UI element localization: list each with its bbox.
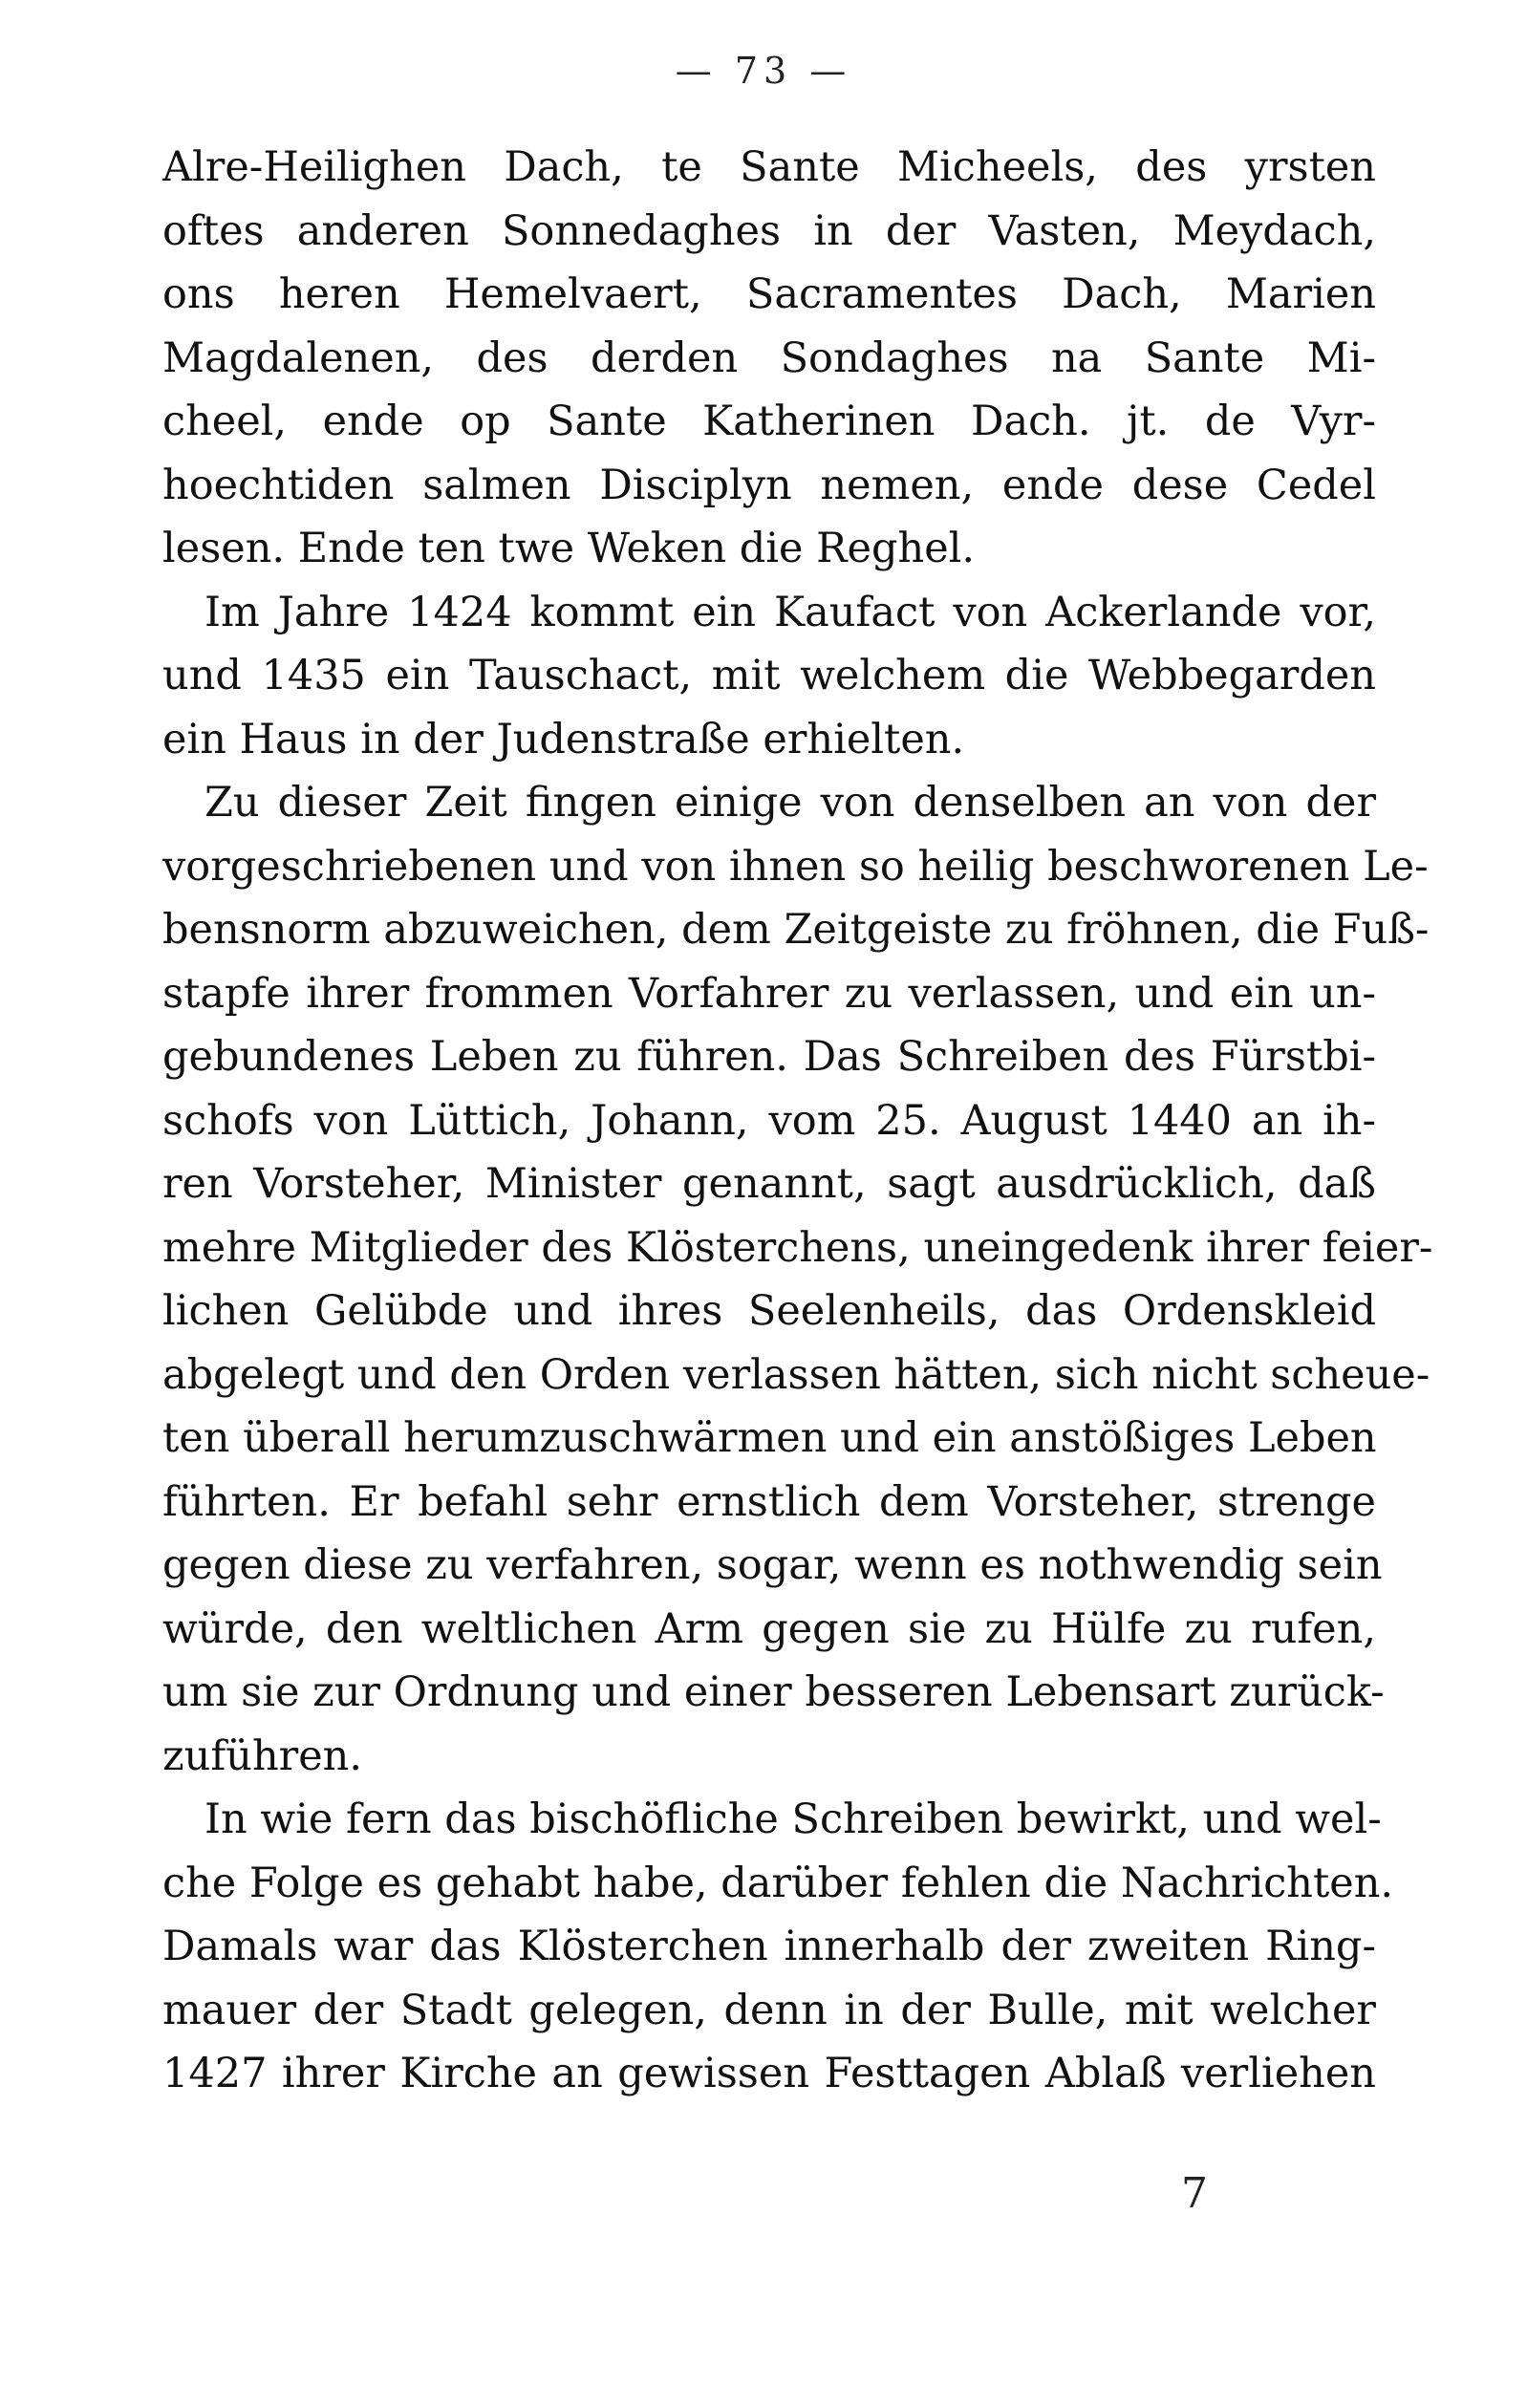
text-line: ten überall herumzuschwärmen und ein anstößiges Leben bbox=[162, 1414, 1377, 1462]
text-line: oftes anderen Sonnedaghes in der Vasten, Meydach, bbox=[162, 206, 1376, 255]
text-line: würde, den weltlichen Arm gegen sie zu Hülfe zu rufen, bbox=[162, 1604, 1376, 1653]
text-line: ren Vorsteher, Minister genannt, sagt ausdrücklich, daß bbox=[162, 1160, 1376, 1208]
text-line: ein Haus in der Judenstraße erhielten. bbox=[162, 715, 965, 763]
text-line: um sie zur Ordnung und einer besseren Lebensart zurück- bbox=[162, 1668, 1385, 1716]
text-line: Im Jahre 1424 kommt ein Kaufact von Ackerlande vor, bbox=[204, 588, 1376, 636]
text-line: Zu dieser Zeit fingen einige von denselben an von der bbox=[204, 779, 1376, 827]
text-line: Alre-Heilighen Dach, te Sante Micheels, des yrsten bbox=[162, 143, 1376, 191]
text-line: hoechtiden salmen Disciplyn nemen, ende dese Cedel bbox=[162, 461, 1376, 509]
text-line: ons heren Hemelvaert, Sacramentes Dach, Marien bbox=[162, 270, 1376, 318]
text-line: und 1435 ein Tauschact, mit welchem die Webbegarden bbox=[162, 652, 1376, 699]
text-line: führten. Er befahl sehr ernstlich dem Vorsteher, strenge bbox=[162, 1477, 1376, 1526]
text-line: gegen diese zu verfahren, sogar, wenn es nothwendig sein bbox=[162, 1541, 1383, 1589]
text-line: schofs von Lüttich, Johann, vom 25. August 1440 an ih- bbox=[162, 1096, 1376, 1145]
text-line: In wie fern das bischöfliche Schreiben bewirkt, und wel- bbox=[204, 1795, 1382, 1843]
text-line: che Folge es gehabt habe, darüber fehlen die Nachrichten. bbox=[162, 1859, 1394, 1907]
text-line: cheel, ende op Sante Katherinen Dach. jt. de Vyr- bbox=[162, 398, 1376, 445]
page-number: — 73 — bbox=[675, 50, 852, 92]
text-line: bensnorm abzuweichen, dem Zeitgeiste zu fröhnen, die Fuß- bbox=[162, 906, 1430, 954]
text-line: Damals war das Klösterchen innerhalb der zweiten Ring- bbox=[162, 1923, 1376, 1970]
text-line: vorgeschriebenen und von ihnen so heilig beschworenen Le- bbox=[162, 842, 1429, 891]
text-line: Magdalenen, des derden Sondaghes na Sante Mi- bbox=[162, 333, 1376, 382]
text-line: abgelegt und den Orden verlassen hätten, sich nicht scheue- bbox=[162, 1350, 1430, 1399]
text-line: 1427 ihrer Kirche an gewissen Festtagen Ablaß verliehen bbox=[162, 2050, 1376, 2097]
signature-mark: 7 bbox=[1181, 2169, 1208, 2218]
text-line: mehre Mitglieder des Klösterchens, uneingedenk ihrer feier- bbox=[162, 1223, 1433, 1272]
text-line: lesen. Ende ten twe Weken die Reghel. bbox=[162, 525, 976, 572]
text-line: lichen Gelübde und ihres Seelenheils, das Ordenskleid bbox=[162, 1287, 1376, 1335]
body-text bbox=[162, 136, 1433, 2106]
text-line: stapfe ihrer frommen Vorfahrer zu verlassen, und ein un- bbox=[162, 969, 1376, 1018]
text-line: mauer der Stadt gelegen, denn in der Bulle, mit welcher bbox=[162, 1986, 1376, 2034]
text-line: zuführen. bbox=[162, 1731, 363, 1780]
text-line: gebundenes Leben zu führen. Das Schreiben des Fürstbi- bbox=[162, 1033, 1376, 1081]
